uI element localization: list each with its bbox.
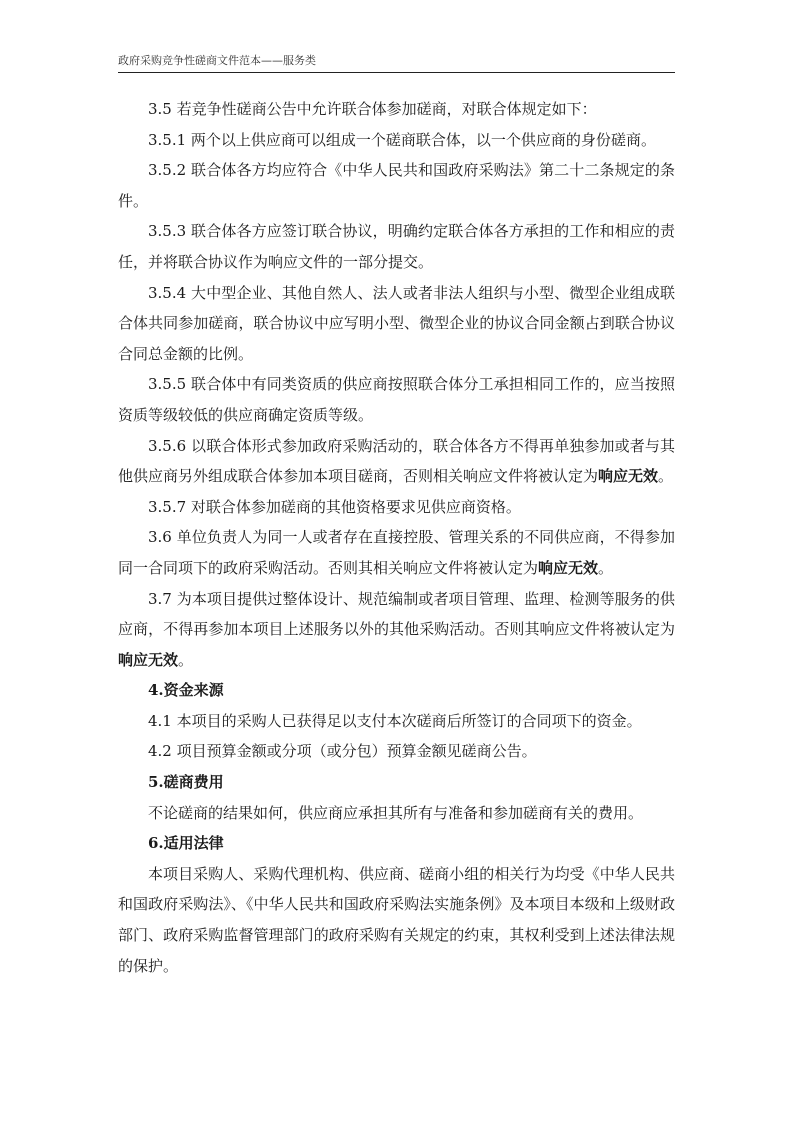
clause-3-5-6-end: 。	[658, 467, 674, 486]
clause-3-7-end: 。	[178, 650, 194, 669]
section-heading-4: 4.资金来源	[148, 681, 224, 700]
clause-3-6-emphasis: 响应无效	[538, 558, 599, 577]
clause-4-1: 4.1 本项目的采购人已获得足以支付本次磋商后所签订的合同项下的资金。	[148, 711, 642, 730]
section-6-text: 本项目采购人、采购代理机构、供应商、磋商小组的相关行为均受《中华人民共和国政府采购法》、《中华人民共和国政府采购法实施条例》及本项目本级和上级财政部门、政府采购监督管理部门的政府采购有关规定的约束，其权利受到上述法律法规的保护。	[118, 864, 675, 975]
header-divider	[118, 72, 675, 73]
clause-4-2: 4.2 项目预算金额或分项（或分包）预算金额见磋商公告。	[148, 742, 537, 761]
clause-3-5-3: 3.5.3 联合体各方应签订联合协议，明确约定联合体各方承担的工作和相应的责任，并将联合协议作为响应文件的一部分提交。	[118, 222, 675, 271]
document-body	[118, 94, 675, 981]
clause-3-6-end: 。	[598, 558, 614, 577]
clause-3-5-7: 3.5.7 对联合体参加磋商的其他资格要求见供应商资格。	[148, 497, 521, 516]
clause-3-5-5: 3.5.5 联合体中有同类资质的供应商按照联合体分工承担相同工作的，应当按照资质等级较低的供应商确定资质等级。	[118, 375, 675, 424]
clause-3-7-text: 3.7 为本项目提供过整体设计、规范编制或者项目管理、监理、检测等服务的供应商，不得再参加本项目上述服务以外的其他采购活动。否则其响应文件将被认定为	[118, 589, 675, 639]
clause-3-5-6-emphasis: 响应无效	[598, 467, 659, 486]
running-header: 政府采购竞争性磋商文件范本——服务类	[118, 54, 316, 67]
section-5-text: 不论磋商的结果如何，供应商应承担其所有与准备和参加磋商有关的费用。	[148, 803, 644, 822]
section-heading-5: 5.磋商费用	[148, 773, 224, 792]
clause-3-5-6-text: 3.5.6 以联合体形式参加政府采购活动的，联合体各方不得再单独参加或者与其他供应商另外组成联合体参加本项目磋商，否则相关响应文件将被认定为	[118, 436, 675, 486]
clause-3-6	[118, 522, 675, 583]
clause-3-5-1: 3.5.1 两个以上供应商可以组成一个磋商联合体，以一个供应商的身份磋商。	[148, 130, 656, 149]
clause-3-5: 3.5 若竞争性磋商公告中允许联合体参加磋商，对联合体规定如下：	[148, 100, 597, 118]
clause-3-5-2: 3.5.2 联合体各方均应符合《中华人民共和国政府采购法》第二十二条规定的条件。	[118, 161, 675, 210]
clause-3-6-text: 3.6 单位负责人为同一人或者存在直接控股、管理关系的不同供应商，不得参加同一合同项下的政府采购活动。否则其相关响应文件将被认定为	[118, 528, 675, 577]
clause-3-5-4: 3.5.4 大中型企业、其他自然人、法人或者非法人组织与小型、微型企业组成联合体共同参加磋商，联合协议中应写明小型、微型企业的协议合同金额占到联合协议合同总金额的比例。	[118, 283, 675, 363]
clause-3-7-emphasis: 响应无效	[118, 650, 179, 669]
section-heading-6: 6.适用法律	[148, 834, 224, 853]
clause-3-7	[118, 584, 675, 676]
clause-3-5-6	[118, 431, 675, 492]
